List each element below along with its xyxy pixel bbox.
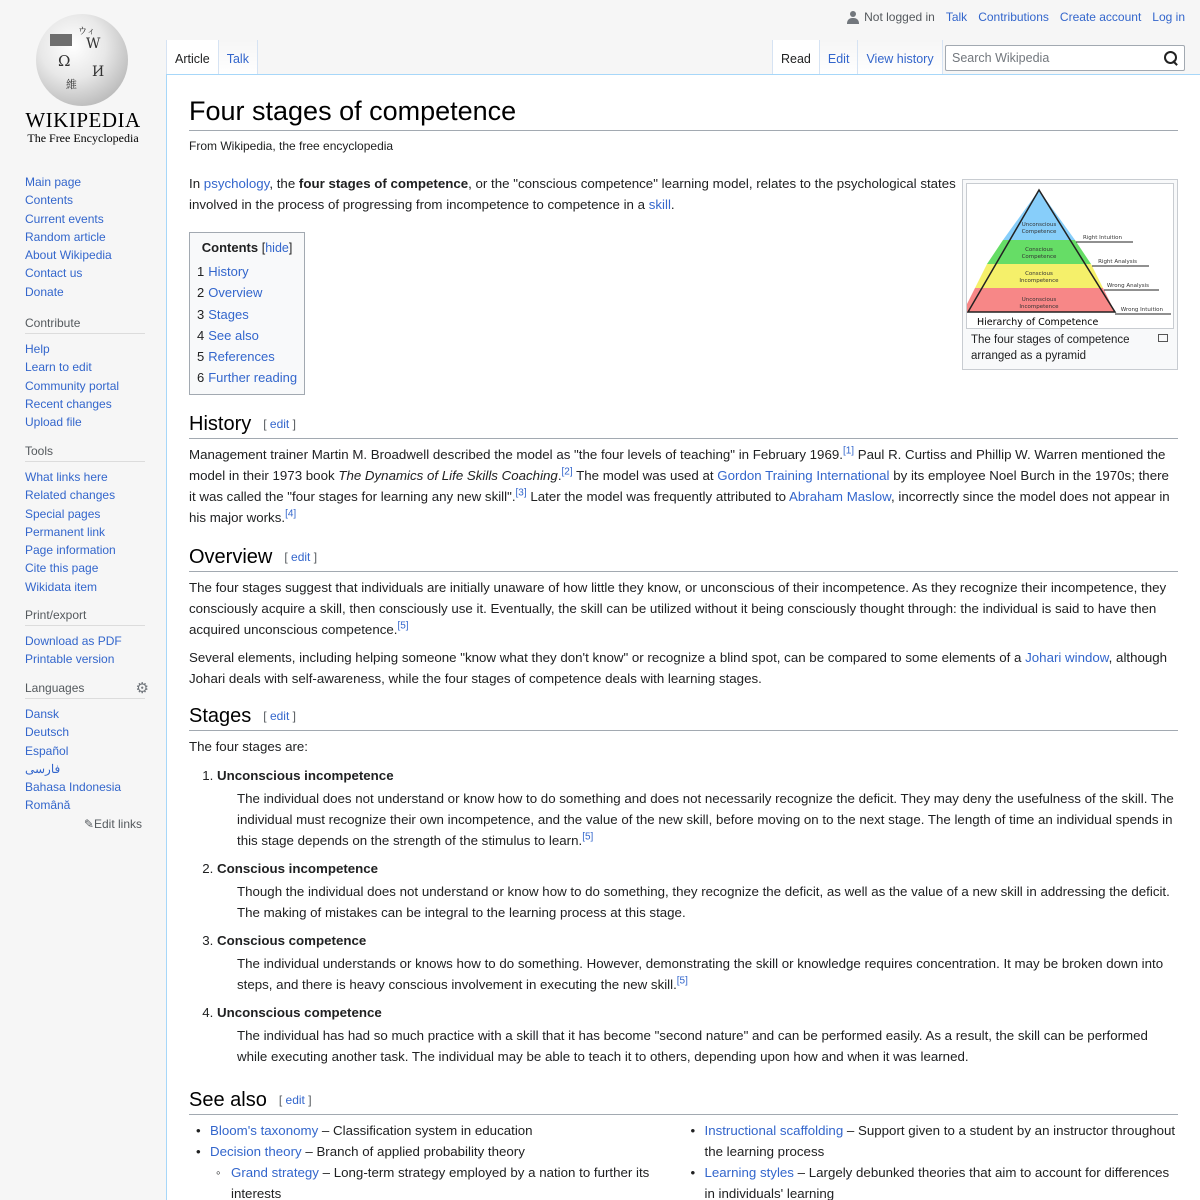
- toc-item-references[interactable]: 5 References: [197, 349, 275, 365]
- globe-icon: Ω W И 維 ウィ: [36, 14, 128, 106]
- ref-5[interactable]: [5]: [397, 620, 409, 632]
- pyramid-image[interactable]: [966, 183, 1174, 329]
- nav-main-page[interactable]: Main page: [25, 175, 82, 189]
- toc-hide-toggle[interactable]: hide: [265, 241, 289, 255]
- edit-stages-link[interactable]: edit: [269, 708, 290, 723]
- sidebar: [0, 0, 166, 1200]
- intro-paragraph: In psychology, the four stages of competence, or the "conscious competence" learning model, relates to the psychological states involved in the process of progressing from incompetence to competence in a skill.: [189, 176, 956, 212]
- nav-current-events[interactable]: Current events: [25, 211, 104, 226]
- caption-text: The four stages of competence arranged as a pyramid: [971, 334, 1130, 362]
- instructional-scaffolding-link[interactable]: Instructional scaffolding: [704, 1122, 844, 1138]
- stages-intro: The four stages are:: [189, 738, 308, 754]
- edit-history-link[interactable]: edit: [269, 416, 290, 431]
- print-heading: Print/export: [25, 608, 145, 626]
- tab-talk[interactable]: Talk: [219, 40, 258, 75]
- nav-related-changes[interactable]: Related changes: [25, 488, 116, 503]
- list-item: • Instructional scaffolding – Support given to a student by an instructor throughout the learning process: [684, 1120, 1179, 1162]
- toc-item-overview[interactable]: 2 Overview: [197, 285, 263, 301]
- article-content: [166, 74, 1200, 1200]
- nav-wikidata-item[interactable]: Wikidata item: [25, 579, 98, 594]
- wordmark: WIKIPEDIA: [25, 108, 141, 132]
- toc-item-further-reading[interactable]: 6 Further reading: [197, 370, 298, 386]
- ref-3[interactable]: [3]: [515, 487, 527, 499]
- toc-item-see-also[interactable]: 4 See also: [197, 327, 259, 343]
- nav-about-wikipedia[interactable]: About Wikipedia: [25, 248, 112, 263]
- section-stages-heading: Stages [ edit ]: [189, 703, 1178, 731]
- view-tabs: [772, 40, 943, 75]
- svg-text:Wrong Intuition: Wrong Intuition: [1120, 307, 1163, 313]
- thumbnail-caption: [966, 329, 1174, 367]
- ref-1[interactable]: [1]: [842, 445, 855, 457]
- tab-read[interactable]: Read: [772, 40, 820, 75]
- search-placeholder: Search Wikipedia: [952, 51, 1050, 65]
- gordon-training-link[interactable]: Gordon Training International: [717, 467, 890, 483]
- print-portal: [25, 608, 145, 669]
- table-of-contents: [189, 232, 305, 395]
- svg-text:Conscious: Conscious: [1025, 271, 1053, 277]
- list-item: • Bloom's taxonomy – Classification system in education: [189, 1120, 684, 1141]
- johari-window-link[interactable]: Johari window: [1025, 649, 1109, 665]
- languages-portal: [25, 680, 149, 831]
- namespace-tabs: [166, 40, 258, 75]
- nav-permanent-link[interactable]: Permanent link: [25, 524, 106, 539]
- skill-link[interactable]: skill: [648, 197, 671, 212]
- stage-item: 1. Unconscious incompetence The individual does not understand or know how to do something and does not necessarily recognize the deficit. They may deny the usefulness of the skill. The individual must recognize their own incompetence, and the value of the new skill, before moving on to the next stage. The length of time an individual spends in this stage depends on the strength of the stimulus to learn.[5]: [217, 764, 1178, 851]
- lang-farsi[interactable]: فارسی: [25, 761, 61, 776]
- list-item: • Learning styles – Largely debunked theories that aim to account for differences in individuals' learning: [684, 1162, 1179, 1200]
- ref-4[interactable]: [4]: [285, 508, 297, 520]
- toc-item-history[interactable]: 1 History: [197, 264, 249, 279]
- not-logged-in-status: [847, 10, 935, 24]
- tools-heading: Tools: [25, 444, 145, 462]
- personal-tools: [847, 10, 1185, 24]
- lang-bahasa-indonesia[interactable]: Bahasa Indonesia: [25, 780, 122, 795]
- languages-heading: [25, 680, 149, 699]
- nav-upload-file[interactable]: Upload file: [25, 415, 82, 430]
- svg-text:Right Intuition: Right Intuition: [1082, 235, 1122, 241]
- site-subtitle: From Wikipedia, the free encyclopedia: [189, 139, 394, 153]
- enlarge-icon[interactable]: [1158, 334, 1168, 342]
- edit-see-also-link[interactable]: edit: [285, 1092, 305, 1107]
- create-account-link[interactable]: Create account: [1059, 10, 1142, 24]
- log-in-link[interactable]: Log in: [1152, 10, 1185, 24]
- nav-learn-to-edit[interactable]: Learn to edit: [25, 360, 92, 375]
- ref-5[interactable]: [5]: [676, 975, 688, 987]
- pyramid-thumbnail: [962, 179, 1178, 370]
- svg-text:Incompetence: Incompetence: [1019, 278, 1059, 284]
- svg-text:Competence: Competence: [1021, 229, 1057, 235]
- lang-deutsch[interactable]: Deutsch: [25, 725, 70, 740]
- overview-paragraph-2: Several elements, including helping someone "know what they don't know" or recognize a blind spot, can be compared to some elements of a Johari window, although Johari deals with self-awareness, while the four stages of competence deals with learning stages.: [189, 649, 1168, 686]
- nav-recent-changes[interactable]: Recent changes: [25, 396, 112, 411]
- contributions-link[interactable]: Contributions: [978, 10, 1049, 24]
- gear-icon[interactable]: ⚙: [135, 680, 149, 697]
- contribute-heading: Contribute: [25, 316, 145, 334]
- tab-edit[interactable]: Edit: [820, 40, 859, 75]
- svg-text:Incompetence: Incompetence: [1019, 304, 1059, 310]
- tagline: The Free Encyclopedia: [27, 131, 139, 145]
- search-icon[interactable]: [1164, 51, 1177, 64]
- toc-title: Contents [hide]: [201, 240, 293, 255]
- pyramid-diagram-icon: [967, 184, 1173, 328]
- nav-cite-this-page[interactable]: Cite this page: [25, 561, 99, 576]
- ref-2[interactable]: [2]: [561, 466, 573, 478]
- nav-special-pages[interactable]: Special pages: [25, 506, 101, 521]
- overview-paragraph-1: The four stages suggest that individuals are initially unaware of how little they know, or unconscious of their incompetence. As they recognize their incompetence, they consciously acquire a skill, then consciously use it. Eventually, the skill can be utilized without it being consciously thought through: the individual is said to have then acquired unconscious competence.[5]: [189, 579, 1167, 637]
- not-logged-in-label: Not logged in: [864, 10, 935, 24]
- edit-overview-link[interactable]: edit: [291, 549, 311, 564]
- nav-donate[interactable]: Donate: [25, 284, 64, 299]
- grand-strategy-link[interactable]: Grand strategy: [231, 1164, 319, 1180]
- svg-text:Wrong Analysis: Wrong Analysis: [1106, 283, 1149, 289]
- learning-styles-link[interactable]: Learning styles: [704, 1164, 794, 1180]
- contribute-portal: [25, 316, 145, 431]
- history-paragraph: Management trainer Martin M. Broadwell described the model as "the four levels of teaching" in February 1969.[1] Paul R. Curtiss and Phillip W. Warren mentioned the model in their 1973 book The Dynamics of Life Skills Coaching.[2] The model was used at Gordon Training International by its employee Noel Burch in the 1970s; there it was called the "four stages for learning any new skill".[3] Later the model was frequently attributed to Abraham Maslow, incorrectly since the model does not appear in his major works.[4]: [189, 445, 1170, 525]
- nav-random-article[interactable]: Random article: [25, 229, 106, 244]
- edit-links-label: Edit links: [93, 816, 142, 831]
- svg-text:Hierarchy of Competence: Hierarchy of Competence: [977, 317, 1099, 328]
- nav-what-links-here[interactable]: What links here: [25, 470, 108, 484]
- section-see-also-heading: See also [ edit ]: [189, 1087, 1178, 1115]
- languages-label: Languages: [25, 681, 85, 695]
- nav-printable-version[interactable]: Printable version: [25, 652, 115, 667]
- nav-contact-us[interactable]: Contact us: [25, 266, 83, 281]
- edit-links-button[interactable]: [25, 817, 145, 831]
- bold-term: four stages of competence: [298, 176, 469, 191]
- blooms-taxonomy-link[interactable]: Bloom's taxonomy: [210, 1122, 319, 1138]
- lang-romana[interactable]: Română: [25, 798, 71, 813]
- stage-item: 2. Conscious incompetence Though the individual does not understand or know how to do something, they recognize the deficit, as well as the value of a new skill in addressing the deficit. The making of mistakes can be integral to the learning process at this stage.: [217, 857, 1178, 923]
- lang-espanol[interactable]: Español: [25, 743, 69, 758]
- toc-heading: Contents: [201, 240, 259, 255]
- stage-item: 4. Unconscious competence The individual has had so much practice with a skill that it has become "second nature" and can be performed easily. As a result, the skill can be performed while executing another task. The individual may be able to teach it to others, depending upon how and when it was learned.: [217, 1001, 1178, 1067]
- tab-view-history[interactable]: View history: [858, 40, 942, 75]
- stage-item: 3. Conscious competence The individual understands or knows how to do something. However, demonstrating the skill or knowledge requires concentration. It may be broken down into steps, and there is heavy conscious involvement in executing the new skill.[5]: [217, 929, 1178, 995]
- psychology-link[interactable]: psychology: [203, 176, 270, 191]
- tools-portal: [25, 444, 145, 596]
- ref-5[interactable]: [5]: [582, 831, 594, 843]
- svg-text:Right Analysis: Right Analysis: [1098, 259, 1137, 265]
- nav-help[interactable]: Help: [25, 342, 50, 356]
- navigation-portal: [25, 173, 145, 301]
- section-history-heading: History [ edit ]: [189, 411, 1178, 439]
- talk-link[interactable]: Talk: [945, 10, 968, 24]
- nav-page-information[interactable]: Page information: [25, 543, 116, 558]
- user-icon: [847, 11, 859, 24]
- wikipedia-logo[interactable]: [16, 10, 150, 150]
- decision-theory-link[interactable]: Decision theory: [210, 1143, 302, 1159]
- nav-download-pdf[interactable]: Download as PDF: [25, 634, 122, 648]
- lang-dansk[interactable]: Dansk: [25, 707, 60, 721]
- abraham-maslow-link[interactable]: Abraham Maslow: [789, 488, 892, 504]
- svg-text:Competence: Competence: [1021, 254, 1057, 260]
- stages-list: [217, 764, 1178, 1067]
- tab-article[interactable]: Article: [166, 40, 219, 75]
- search-input[interactable]: [945, 45, 1185, 71]
- section-overview-heading: Overview [ edit ]: [189, 544, 1178, 572]
- see-also-list: [189, 1120, 1178, 1200]
- nav-community-portal[interactable]: Community portal: [25, 378, 120, 393]
- pencil-icon: ✎: [83, 816, 94, 831]
- list-item: ◦ Grand strategy – Long-term strategy employed by a nation to further its interests: [189, 1162, 684, 1200]
- svg-text:Conscious: Conscious: [1025, 247, 1053, 253]
- svg-text:Unconscious: Unconscious: [1021, 222, 1057, 228]
- page-title: Four stages of competence: [189, 95, 1178, 131]
- nav-contents[interactable]: Contents: [25, 193, 74, 208]
- svg-text:Unconscious: Unconscious: [1021, 297, 1057, 303]
- toc-item-stages[interactable]: 3 Stages: [197, 306, 249, 322]
- list-item: • Decision theory – Branch of applied probability theory: [189, 1141, 684, 1162]
